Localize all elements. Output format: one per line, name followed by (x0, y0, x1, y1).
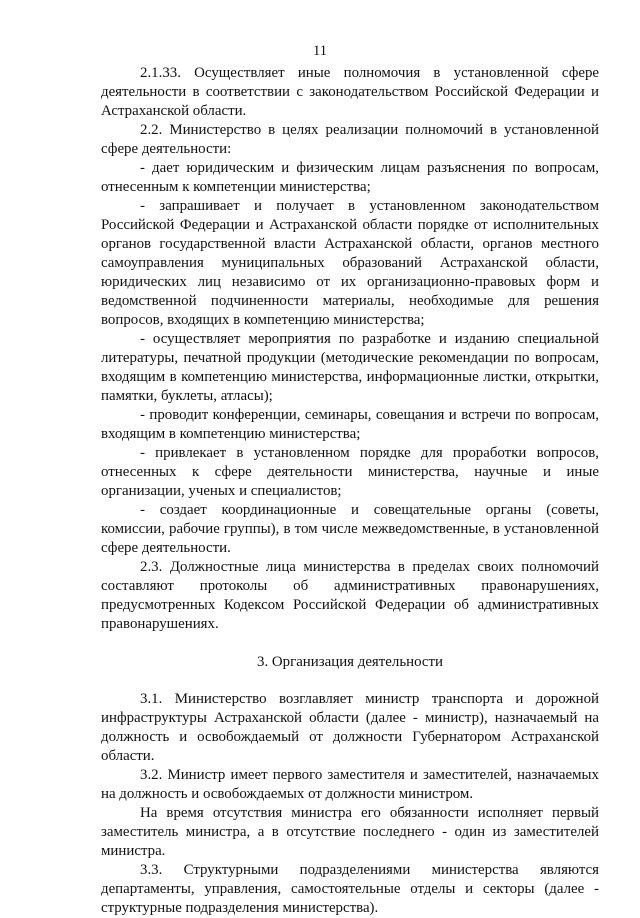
list-item-requests-materials: - запрашивает и получает в установленном законодательством Российской Федерации и Астраханской области порядке от исполнительных органов государственной власти Астраханской области, органов местного самоуправления муниципальных образований Астраханской области, юридических лиц независимо от их организационно-правовых форм и ведомственной подчиненности материалы, необходимые для решения вопросов, входящих в компетенцию министерства; (101, 198, 599, 328)
list-item-involves-organizations: - привлекает в установленном порядке для проработки вопросов, отнесенных к сфере деятельности министерства, научные и иные организации, ученых и специалистов; (101, 445, 599, 499)
paragraph-3-2: 3.2. Министр имеет первого заместителя и заместителей, назначаемых на должность и освобождаемых от должности министром. (101, 767, 599, 802)
paragraph-2-1-33: 2.1.33. Осуществляет иные полномочия в установленной сфере деятельности в соответствии с законодательством Российской Федерации и Астраханской области. (101, 65, 599, 119)
page-number: 11 (313, 43, 327, 59)
list-item-clarifications: - дает юридическим и физическим лицам разъяснения по вопросам, отнесенным к компетенции министерства; (101, 160, 599, 195)
paragraph-2-3: 2.3. Должностные лица министерства в пределах своих полномочий составляют протоколы об административных правонарушениях, предусмотренных Кодексом Российской Федерации об административных правонарушениях. (101, 559, 599, 632)
section-heading: 3. Организация деятельности (257, 654, 443, 670)
paragraph-3-1: 3.1. Министерство возглавляет министр транспорта и дорожной инфраструктуры Астраханской области (далее - министр), назначаемый на должность и освобождаемый от должности Губернатором Астраханской области. (101, 691, 599, 764)
paragraph-3-3: 3.3. Структурными подразделениями министерства являются департаменты, управления, самостоятельные отделы и секторы (далее - структурные подразделения министерства). (101, 862, 599, 916)
paragraph-2-2: 2.2. Министерство в целях реализации полномочий в установленной сфере деятельности: (101, 122, 599, 157)
list-item-publishing: - осуществляет мероприятия по разработке и изданию специальной литературы, печатной продукции (методические рекомендации по вопросам, входящим в компетенцию министерства, информационные листки, открытки, памятки, буклеты, атласы); (101, 331, 599, 404)
paragraph-minister-absence: На время отсутствия министра его обязанности исполняет первый заместитель министра, а в отсутствие последнего - один из заместителей министра. (101, 805, 599, 859)
list-item-coordination-bodies: - создает координационные и совещательные органы (советы, комиссии, рабочие группы), в том числе межведомственные, в установленной сфере деятельности. (101, 502, 599, 556)
list-item-conferences: - проводит конференции, семинары, совещания и встречи по вопросам, входящим в компетенцию министерства; (101, 407, 599, 442)
document-body (101, 64, 599, 918)
